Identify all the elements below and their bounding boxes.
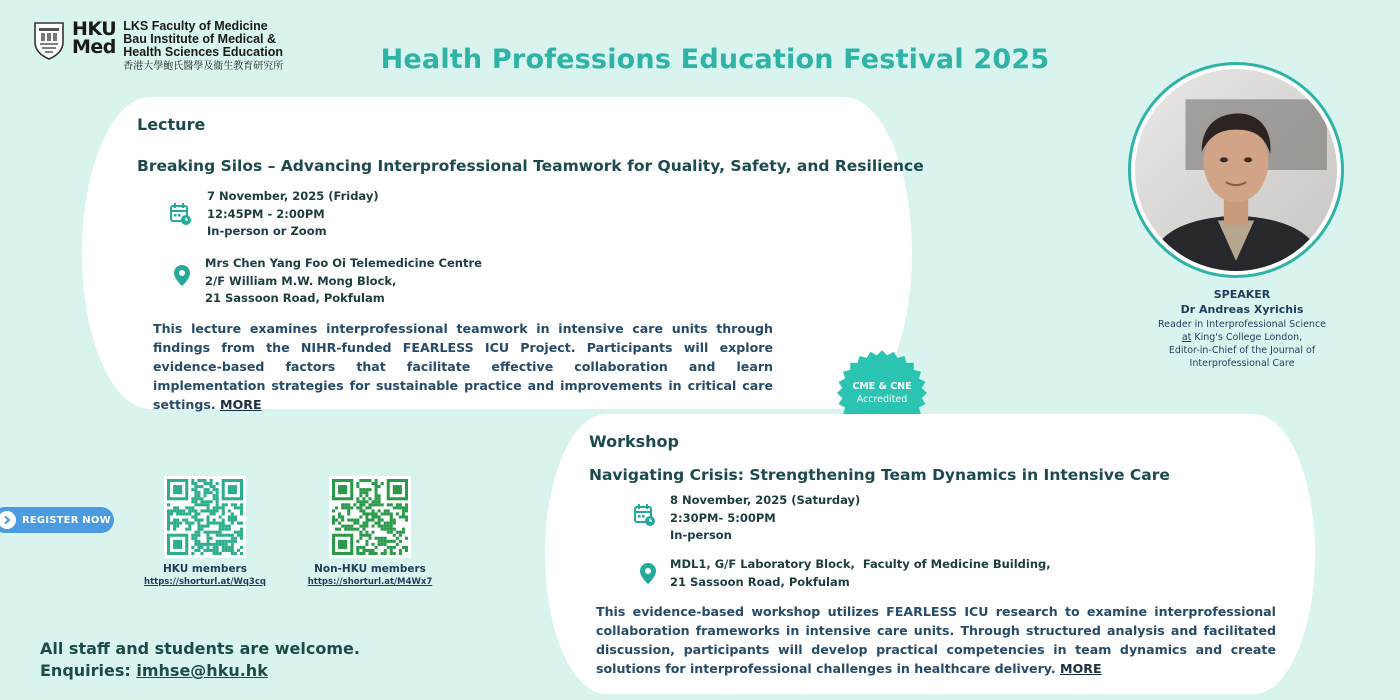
speaker-portrait-icon	[1135, 69, 1337, 271]
enquiries-line	[40, 660, 360, 682]
qr-block-non-hku	[303, 476, 437, 587]
speaker-bio-line3: Editor-in-Chief of the Journal of	[1168, 345, 1316, 356]
lecture-time: 12:45PM - 2:00PM	[207, 206, 325, 221]
logo-mark-bottom: Med	[72, 36, 116, 58]
institute-name-chinese: 香港大學鮑氏醫學及衞生教育研究所	[123, 61, 284, 72]
qr-link-hku[interactable]: https://shorturl.at/Wq3cq	[144, 577, 266, 587]
qr-link-non-hku[interactable]: https://shorturl.at/M4Wx7	[307, 577, 433, 587]
workshop-title: Navigating Crisis: Strengthening Team Dynamics in Intensive Care	[589, 466, 1170, 484]
register-now-label: REGISTER NOW	[22, 514, 111, 526]
lecture-more-link[interactable]: MORE	[220, 397, 262, 412]
speaker-bio-line1: Reader in Interprofessional Science	[1157, 319, 1327, 330]
enquiries-label: Enquiries:	[40, 661, 137, 680]
lecture-venue-line1: Mrs Chen Yang Foo Oi Telemedicine Centre	[205, 256, 482, 270]
speaker-name: Dr Andreas Xyrichis	[1180, 303, 1304, 316]
institute-name-line2: Health Sciences Education	[123, 45, 283, 59]
calendar-clock-icon	[634, 503, 656, 527]
qr-code-icon	[332, 479, 408, 555]
workshop-description	[596, 602, 1276, 678]
speaker-info	[1140, 288, 1344, 370]
workshop-time: 2:30PM- 5:00PM	[670, 510, 776, 525]
lecture-date: 7 November, 2025 (Friday)	[207, 189, 379, 203]
lecture-datetime	[207, 188, 379, 241]
location-pin-icon	[638, 562, 660, 586]
institute-name-line1: Bau Institute of Medical &	[123, 32, 277, 46]
enquiries-email-link[interactable]: imhse@hku.hk	[136, 661, 268, 680]
chevron-right-icon	[0, 511, 16, 529]
qr-code-icon	[167, 479, 243, 555]
lecture-venue	[205, 255, 482, 308]
badge-line2: Accredited	[856, 394, 908, 405]
speaker-photo-frame	[1128, 62, 1344, 278]
register-now-button[interactable]	[0, 507, 114, 533]
workshop-more-link[interactable]: MORE	[1060, 661, 1102, 676]
lecture-description-text: This lecture examines interprofessional teamwork in intensive care units through findings from the NIHR-funded FEARLESS ICU Project. Participants will explore evidence-based factors that facilitate effective collaboration and learn implementation strategies for sustainable practice and improvements in critical care settings.	[153, 321, 773, 412]
speaker-bio-affiliation: King's College London,	[1191, 332, 1303, 343]
workshop-venue-line2: 21 Sassoon Road, Pokfulam	[670, 574, 850, 589]
workshop-label: Workshop	[589, 432, 679, 451]
logo-mark-top: HKU	[72, 18, 117, 40]
speaker-photo	[1135, 69, 1337, 271]
workshop-mode: In-person	[670, 528, 732, 542]
workshop-venue	[670, 556, 1051, 591]
speaker-bio-line4: Interprofessional Care	[1189, 358, 1295, 369]
workshop-datetime	[670, 492, 860, 545]
faculty-name: LKS Faculty of Medicine	[123, 19, 268, 33]
speaker-role: SPEAKER	[1213, 288, 1271, 301]
festival-title: Health Professions Education Festival 2025	[380, 44, 1050, 75]
qr-code-non-hku[interactable]	[329, 476, 411, 558]
accreditation-badge-text	[836, 380, 928, 406]
lecture-description	[153, 319, 773, 414]
qr-label-hku: HKU members	[163, 563, 247, 575]
lecture-venue-line3: 21 Sassoon Road, Pokfulam	[205, 291, 385, 305]
speaker-bio-at: at	[1181, 332, 1192, 343]
footer	[40, 638, 360, 682]
lecture-title: Breaking Silos – Advancing Interprofessional Teamwork for Quality, Safety, and Resilience	[137, 157, 924, 175]
speaker-bio-line2	[1140, 331, 1344, 344]
calendar-clock-icon	[170, 202, 192, 226]
qr-label-non-hku: Non-HKU members	[314, 563, 426, 575]
workshop-date: 8 November, 2025 (Saturday)	[670, 493, 861, 507]
workshop-description-text: This evidence-based workshop utilizes FEARLESS ICU research to examine interprofessional collaboration frameworks in intensive care units. Through structured analysis and facilitated discussion, participants will develop practical competencies in team dynamics and create solutions for interprofessional challenges in healthcare delivery.	[596, 604, 1276, 676]
workshop-venue-line1: MDL1, G/F Laboratory Block, Faculty of Medicine Building,	[670, 557, 1051, 571]
qr-block-hku	[140, 476, 270, 587]
lecture-label: Lecture	[137, 115, 206, 134]
lecture-mode: In-person or Zoom	[207, 224, 327, 238]
location-pin-icon	[172, 264, 194, 288]
lecture-venue-line2: 2/F William M.W. Mong Block,	[205, 273, 397, 288]
speaker-bio	[1140, 318, 1344, 370]
qr-code-hku[interactable]	[164, 476, 246, 558]
badge-line1: CME & CNE	[852, 381, 912, 392]
welcome-text: All staff and students are welcome.	[40, 639, 360, 658]
